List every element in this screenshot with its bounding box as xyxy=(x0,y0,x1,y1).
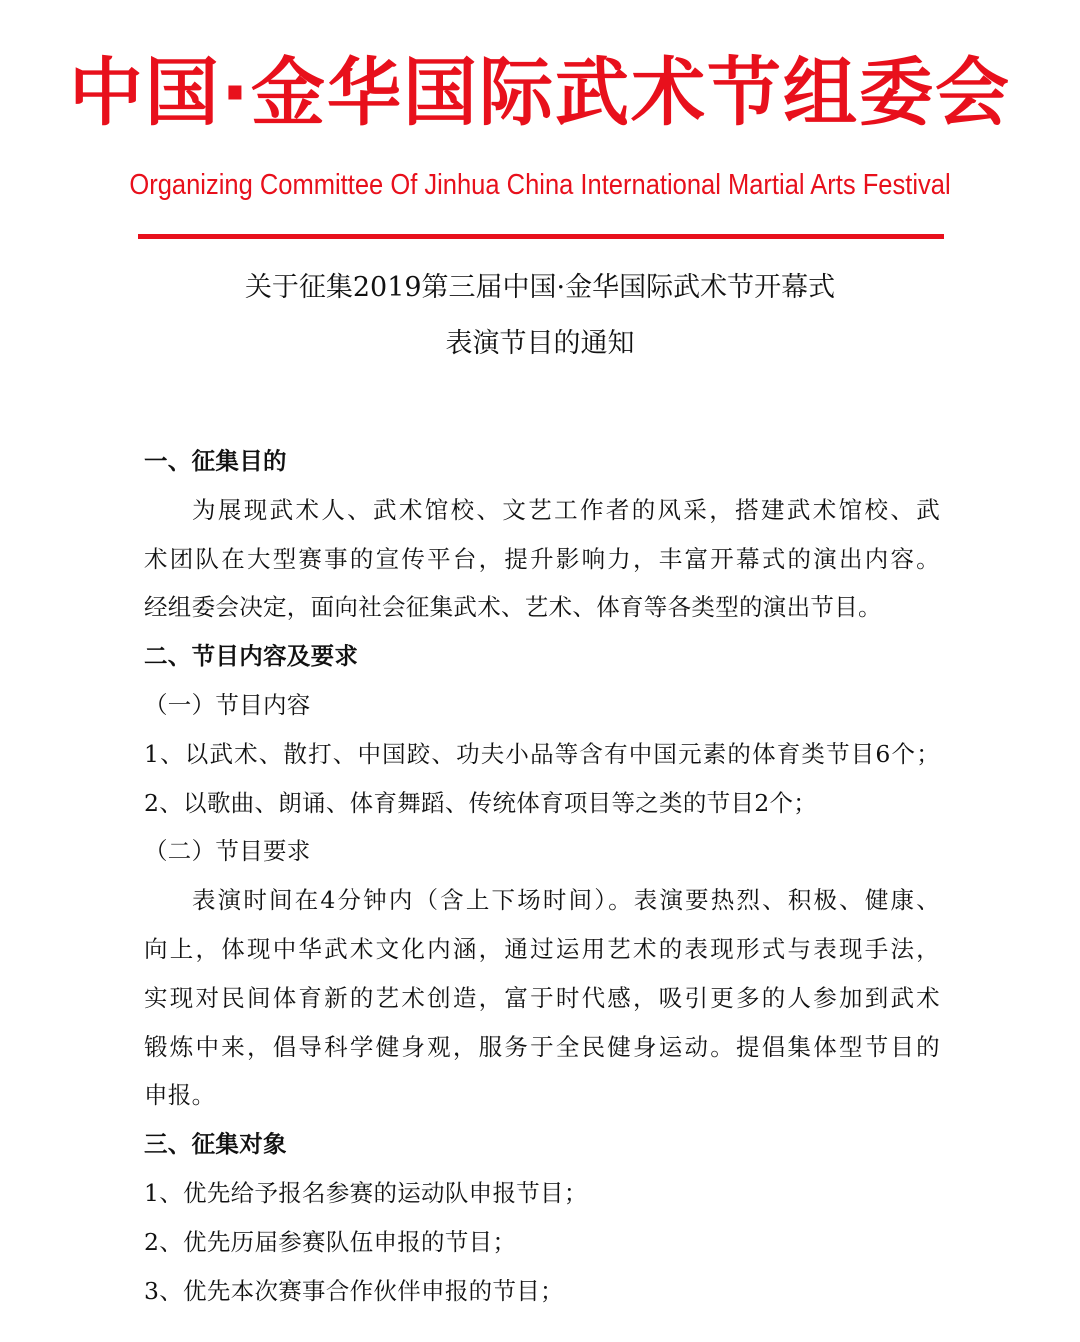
list-item: 1、以武术、散打、中国跤、功夫小品等含有中国元素的体育类节目6个； xyxy=(144,739,940,768)
paragraph-line: 为展现武术人、武术馆校、文艺工作者的风采，搭建武术馆校、武 xyxy=(192,495,940,524)
letterhead-org-name-cn: 中国·金华国际武术节组委会 xyxy=(68,50,1012,136)
list-item: 2、优先历届参赛队伍申报的节目； xyxy=(144,1227,517,1256)
paragraph-line: 向上，体现中华武术文化内涵，通过运用艺术的表现形式与表现手法， xyxy=(144,934,940,963)
subsection-heading: （二）节目要求 xyxy=(144,837,311,866)
paragraph-line: 申报。 xyxy=(144,1081,216,1110)
notice-title-line-2: 表演节目的通知 xyxy=(445,328,635,359)
section-heading: 二、节目内容及要求 xyxy=(144,642,359,671)
letterhead-org-name-en: Organizing Committee Of Jinhua China International Martial Arts Festival xyxy=(129,169,951,201)
subsection-heading: （一）节目内容 xyxy=(144,690,311,719)
paragraph-line: 锻炼中来，倡导科学健身观，服务于全民健身运动。提倡集体型节目的 xyxy=(144,1032,940,1061)
letterhead-divider xyxy=(138,234,944,239)
paragraph-line: 术团队在大型赛事的宣传平台，提升影响力，丰富开幕式的演出内容。 xyxy=(144,544,940,573)
list-item: 2、以歌曲、朗诵、体育舞蹈、传统体育项目等之类的节目2个； xyxy=(144,788,818,817)
paragraph-line: 表演时间在4分钟内（含上下场时间）。表演要热烈、积极、健康、 xyxy=(192,886,940,915)
paragraph-line: 实现对民间体育新的艺术创造，富于时代感，吸引更多的人参加到武术 xyxy=(144,983,940,1012)
notice-body xyxy=(144,437,940,1315)
section-heading: 一、征集目的 xyxy=(144,447,287,475)
notice-title-line-1: 关于征集2019第三届中国·金华国际武术节开幕式 xyxy=(244,272,836,303)
paragraph-line: 经组委会决定，面向社会征集武术、艺术、体育等各类型的演出节目。 xyxy=(144,593,882,622)
section-heading: 三、征集对象 xyxy=(144,1130,287,1159)
list-item: 3、优先本次赛事合作伙伴申报的节目； xyxy=(144,1276,564,1305)
list-item: 1、优先给予报名参赛的运动队申报节目； xyxy=(144,1178,588,1207)
